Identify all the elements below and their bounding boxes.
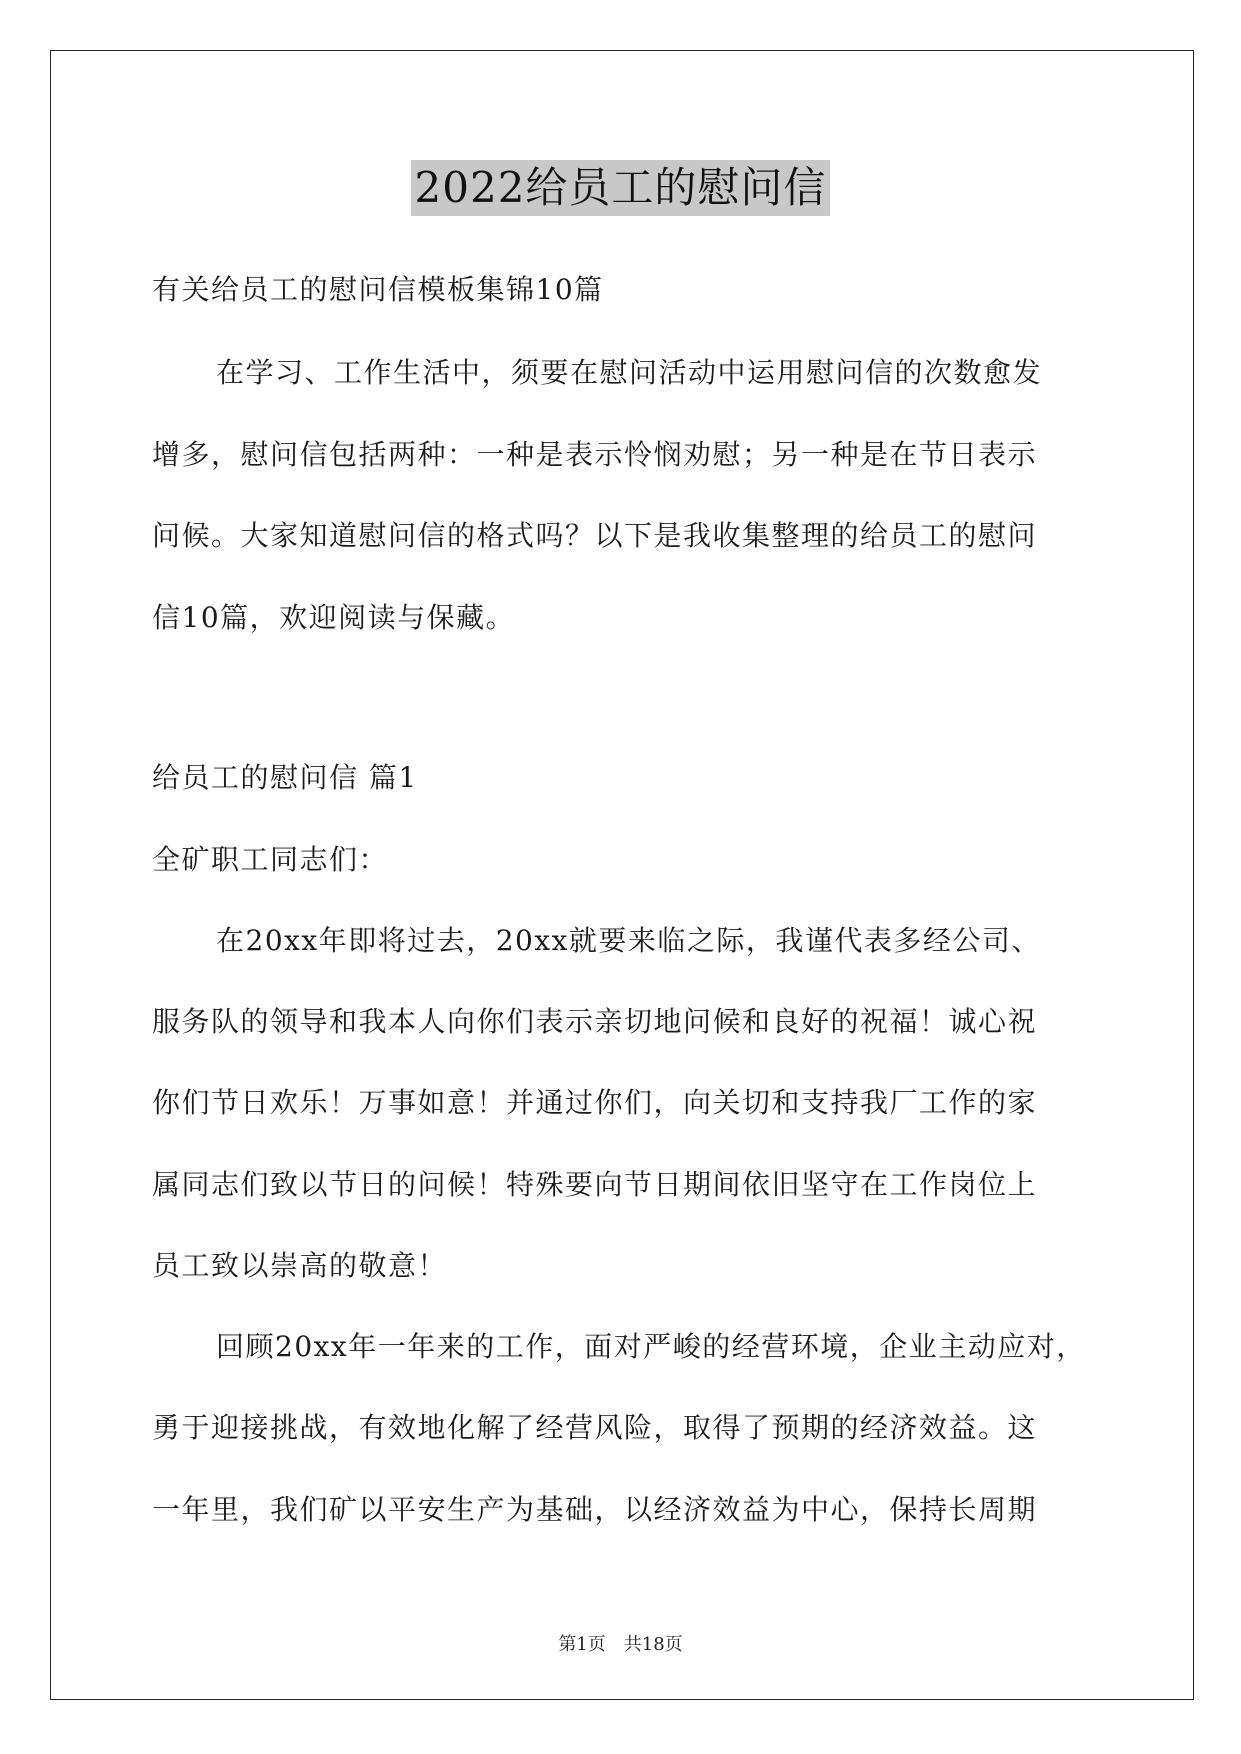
body-line-3: 你们节日欢乐！万事如意！并通过你们，向关切和支持我厂工作的家 xyxy=(152,1086,1038,1119)
page-number: 第1页 xyxy=(558,1634,606,1655)
body-line-5: 员工致以崇高的敬意！ xyxy=(152,1249,448,1282)
subtitle-line: 有关给员工的慰问信模板集锦10篇 xyxy=(152,273,604,306)
intro-line-3: 问候。大家知道慰问信的格式吗？以下是我收集整理的给员工的慰问 xyxy=(152,519,1038,552)
body-line-6: 回顾20xx年一年来的工作，面对严峻的经营环境，企业主动应对， xyxy=(216,1330,1086,1363)
intro-line-2: 增多，慰问信包括两种：一种是表示怜悯劝慰；另一种是在节日表示 xyxy=(152,438,1038,471)
body-line-2: 服务队的领导和我本人向你们表示亲切地问候和良好的祝福！诚心祝 xyxy=(152,1005,1038,1038)
document-title: 2022给员工的慰问信 xyxy=(411,160,831,216)
body-line-1: 在20xx年即将过去，20xx就要来临之际，我谨代表多经公司、 xyxy=(216,924,1041,957)
section-heading: 给员工的慰问信 篇1 xyxy=(152,761,418,794)
intro-line-4: 信10篇，欢迎阅读与保藏。 xyxy=(152,601,516,634)
intro-line-1: 在学习、工作生活中，须要在慰问活动中运用慰问信的次数愈发 xyxy=(216,356,1043,389)
page-footer xyxy=(0,1633,1241,1657)
page-total: 共18页 xyxy=(623,1634,683,1655)
body-line-7: 勇于迎接挑战，有效地化解了经营风险，取得了预期的经济效益。这 xyxy=(152,1411,1038,1444)
title-wrap xyxy=(0,160,1241,216)
body-line-8: 一年里，我们矿以平安生产为基础，以经济效益为中心，保持长周期 xyxy=(152,1493,1038,1526)
body-line-4: 属同志们致以节日的问候！特殊要向节日期间依旧坚守在工作岗位上 xyxy=(152,1168,1038,1201)
salutation: 全矿职工同志们： xyxy=(152,843,389,876)
